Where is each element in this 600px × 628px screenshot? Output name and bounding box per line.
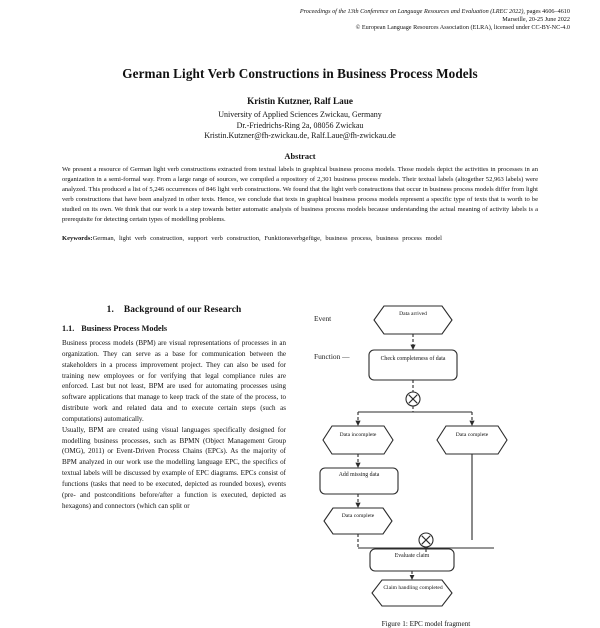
function-label-check-completeness: Check completeness of data <box>380 356 446 362</box>
event-label-claim-handling-completed: Claim handling completed <box>383 585 443 591</box>
event-shape-data-incomplete <box>323 426 393 454</box>
title-block <box>60 66 540 142</box>
abstract-text: We present a resource of German light verb constructions extracted from textual labels in graphical business process models. Those models depict the activities in processes in an organization in a semi-formal way. From a large range of sources, we compiled a repository of 2,301 business process models. Their textual labels (altogether 52,963 labels) were analyzed. This produced a list of 5,246 occurrences of 846 light verb constructions. We found that the light verb constructions that occur in business process models differ from light verb constructions that have been analyzed in other texts. Hence, we conclude that texts in graphical business process models represent a specific type of texts that is worth to be studied on its own. We think that our work is a step towards better automatic analysis of business process models because understanding the actual meaning of activity labels is a prerequisite for detecting certain types of modelling problems. <box>62 166 538 223</box>
page-title: German Light Verb Constructions in Business Process Models <box>122 66 478 81</box>
body-paragraph-1: Business process models (BPM) are visual representations of processes in an organization. They can serve as a base for communication between the stakeholders in a process improvement project. They can also be used for training new employees or for verifying that legal compliance rules are enforced. Last but not least, BPM are used for automating processes using software applications that manage to keep track of the state of the process, to distribute work and related data and to execute certain steps (such as computations) automatically. <box>62 339 286 423</box>
event-shape-data-complete-right <box>437 426 507 454</box>
figure-label-function-text: Function <box>314 352 341 361</box>
event-label-data-complete-right: Data complete <box>455 432 489 438</box>
author-list: Kristin Kutzner, Ralf Laue <box>247 95 353 106</box>
affiliation-block <box>60 110 540 142</box>
subsection-title-1-1: Business Process Models <box>81 324 168 333</box>
affiliation-address: Dr.-Friedrichs-Ring 2a, 08056 Zwickau <box>236 120 364 130</box>
keywords-block <box>62 234 538 244</box>
keywords-label: Keywords: <box>62 234 93 242</box>
figure-caption: Figure 1: EPC model fragment <box>381 620 471 628</box>
event-label-data-incomplete: Data incomplete <box>339 432 377 438</box>
header-line-venue: Marseille, 20-25 June 2022 <box>502 16 570 24</box>
function-label-evaluate-claim: Evaluate claim <box>394 553 430 559</box>
header-line-proceedings <box>300 8 570 16</box>
header-pages: , pages 4606–4610 <box>523 8 570 15</box>
abstract-heading: Abstract <box>284 152 316 161</box>
subsection-number-1-1: 1.1. <box>62 324 75 333</box>
section-heading-1 <box>62 305 286 315</box>
event-label-data-complete-left: Data complete <box>341 513 375 519</box>
figure-label-dash: — <box>340 352 350 361</box>
right-column <box>312 300 540 628</box>
affiliation-university: University of Applied Sciences Zwickau, Germany <box>218 109 382 119</box>
header-line-license: © European Language Resources Association (ELRA), licensed under CC-BY-NC-4.0 <box>355 24 570 32</box>
figure-1 <box>312 300 540 591</box>
subsection-heading-1-1 <box>62 324 286 333</box>
figure-label-event: Event <box>314 314 332 323</box>
left-column <box>62 305 286 512</box>
header-proceedings-italic: Proceedings of the 13th Conference on Language Resources and Evaluation (LREC 2022) <box>299 8 524 15</box>
section-title-1: Background of our Research <box>123 305 242 315</box>
keywords-list: German, light verb construction, support verb construction, Funktionsverbgefüge, business process, business process model <box>92 234 442 242</box>
event-shape-claim-handling-completed <box>372 580 452 606</box>
section-number-1: 1. <box>106 305 114 315</box>
body-paragraph-2: Usually, BPM are created using visual languages specifically designed for modelling business processes, such as BPMN (Object Management Group (OMG), 2011) or Event-Driven Process Chains (EPCs). As the majority of BPM analyzed in our work use the modelling language EPC, the specifics of textual labels will be discussed by example of EPC diagrams. EPCs consist of functions (tasks that need to be executed, depicted as rounded boxes), events (pre- and postconditions before/after a function is executed, depicted as hexagons) and connectors (which can split or <box>62 425 286 510</box>
affiliation-emails: Kristin.Kutzner@fh-zwickau.de, Ralf.Laue@fh-zwickau.de <box>204 131 396 141</box>
function-label-add-missing-data: Add missing data <box>338 472 380 478</box>
event-shape-data-complete-left <box>324 508 392 534</box>
abstract-block <box>62 152 538 244</box>
function-shape-check-completeness <box>369 350 457 380</box>
event-label-data-arrived: Data arrived <box>399 311 427 317</box>
publication-header <box>300 8 570 33</box>
